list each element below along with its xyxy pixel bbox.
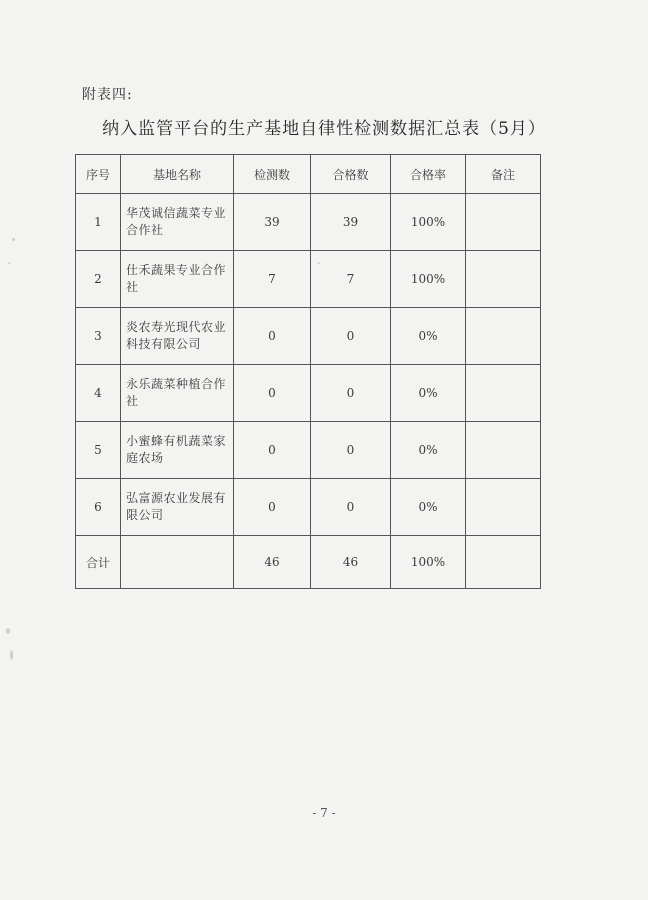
appendix-label: 附表四: (82, 87, 133, 103)
scan-speckle (6, 628, 10, 634)
cell-tested: 0 (234, 365, 311, 422)
cell-qualified: 0 (311, 308, 391, 365)
summary-table (75, 154, 541, 589)
cell-qualified: 0 (311, 479, 391, 536)
cell-index: 1 (76, 194, 121, 251)
cell-base-name: 小蜜蜂有机蔬菜家庭农场 (121, 422, 234, 479)
cell-qualified: 39 (311, 194, 391, 251)
cell-tested: 0 (234, 308, 311, 365)
cell-qualified: 0 (311, 365, 391, 422)
cell-rate: 0% (391, 365, 466, 422)
cell-total-tested: 46 (234, 536, 311, 589)
cell-remark (466, 365, 541, 422)
cell-base-name: 华茂诚信蔬菜专业合作社 (121, 194, 234, 251)
header-qualified-count: 合格数 (311, 155, 391, 194)
cell-rate: 0% (391, 422, 466, 479)
cell-rate: 100% (391, 194, 466, 251)
cell-index: 6 (76, 479, 121, 536)
header-base-name: 基地名称 (121, 155, 234, 194)
cell-tested: 39 (234, 194, 311, 251)
cell-index: 4 (76, 365, 121, 422)
scan-speckle (10, 650, 13, 660)
table-header-row (76, 155, 541, 194)
cell-remark (466, 308, 541, 365)
table-row (76, 422, 541, 479)
header-index: 序号 (76, 155, 121, 194)
page-title: 纳入监管平台的生产基地自律性检测数据汇总表（5月） (102, 119, 546, 139)
table-row (76, 365, 541, 422)
cell-remark (466, 479, 541, 536)
table-row (76, 479, 541, 536)
table-row (76, 251, 541, 308)
cell-remark (466, 251, 541, 308)
cell-tested: 0 (234, 422, 311, 479)
cell-base-name: 永乐蔬菜种植合作社 (121, 365, 234, 422)
header-pass-rate: 合格率 (391, 155, 466, 194)
cell-rate: 100% (391, 251, 466, 308)
cell-tested: 7 (234, 251, 311, 308)
cell-base-name: 弘富源农业发展有限公司 (121, 479, 234, 536)
cell-index: 3 (76, 308, 121, 365)
cell-qualified: 0 (311, 422, 391, 479)
scan-speckle (8, 262, 10, 264)
cell-base-name: 炎农寿光现代农业科技有限公司 (121, 308, 234, 365)
cell-tested: 0 (234, 479, 311, 536)
cell-rate: 0% (391, 479, 466, 536)
table-row (76, 308, 541, 365)
cell-total-qualified: 46 (311, 536, 391, 589)
table-total-row (76, 536, 541, 589)
cell-qualified: 7 (311, 251, 391, 308)
scan-speckle (12, 238, 15, 241)
cell-index: 5 (76, 422, 121, 479)
cell-total-label: 合计 (76, 536, 121, 589)
cell-remark (466, 194, 541, 251)
cell-remark (466, 422, 541, 479)
cell-base-name: 仕禾蔬果专业合作社 (121, 251, 234, 308)
table-row (76, 194, 541, 251)
header-remark: 备注 (466, 155, 541, 194)
cell-base-name (121, 536, 234, 589)
cell-remark (466, 536, 541, 589)
header-tested-count: 检测数 (234, 155, 311, 194)
cell-rate: 0% (391, 308, 466, 365)
page-number: - 7 - (312, 806, 336, 820)
cell-index: 2 (76, 251, 121, 308)
cell-total-rate: 100% (391, 536, 466, 589)
